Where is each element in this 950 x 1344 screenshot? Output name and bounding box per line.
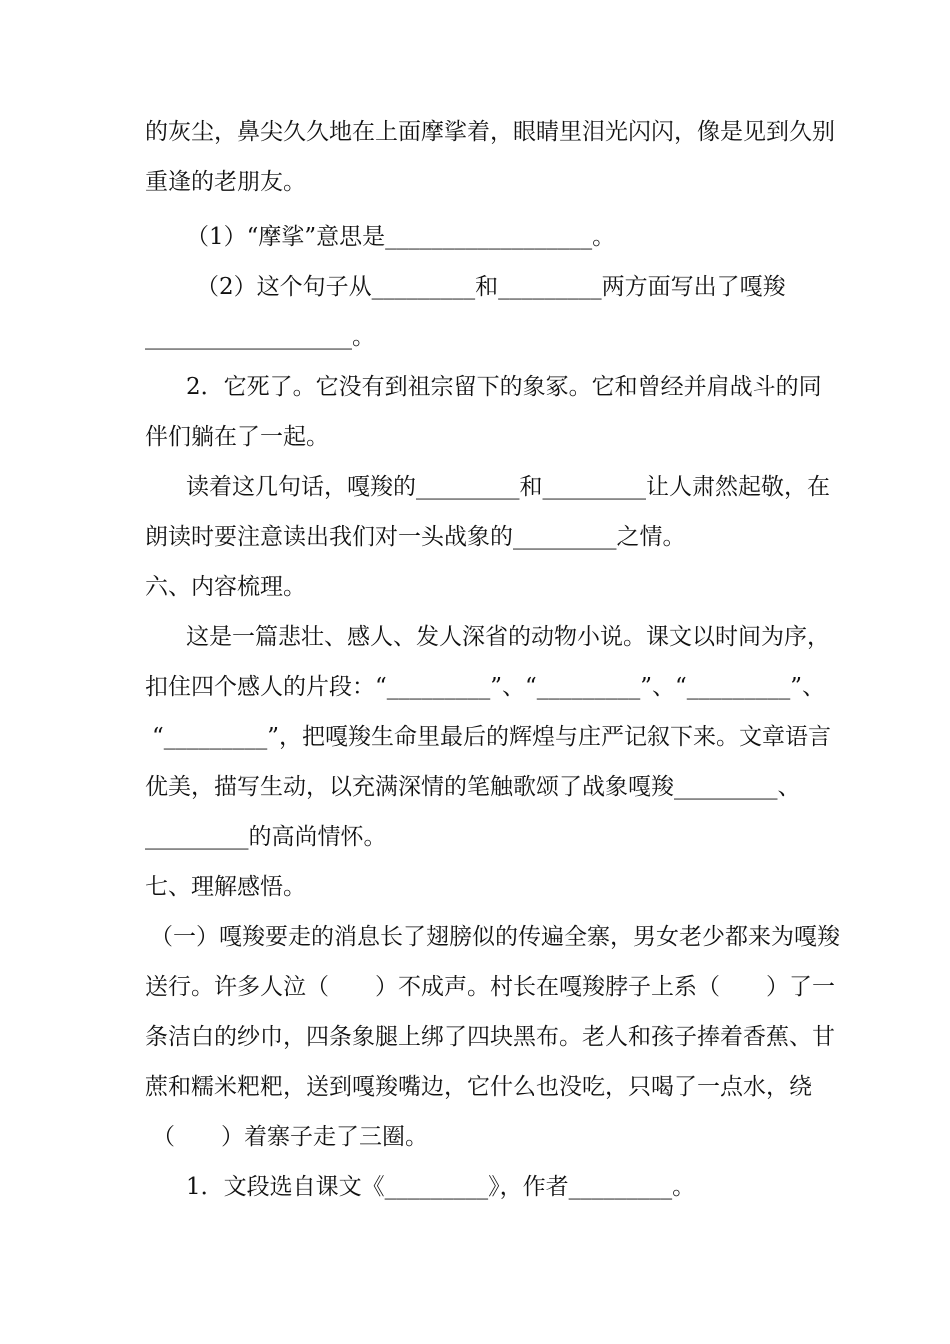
section-7-heading: 七、理解感悟。: [145, 874, 306, 900]
section-7-question-1: 1．文段选自课文《_________》，作者_________。: [186, 1174, 696, 1200]
section-7-passage-line-3: 条洁白的纱巾，四条象腿上绑了四块黑布。老人和孩子捧着香蕉、甘: [145, 1024, 835, 1050]
section-6-heading: 六、内容梳理。: [145, 574, 306, 600]
section-6-line-1: 这是一篇悲壮、感人、发人深省的动物小说。课文以时间为序，: [186, 624, 830, 650]
passage-line-2: 重逢的老朋友。: [145, 169, 306, 195]
section-7-passage-line-1: （一）嘎羧要走的消息长了翅膀似的传遍全寨，男女老少都来为嘎羧: [150, 924, 840, 950]
section-7-passage-line-2: 送行。许多人泣（ ）不成声。村长在嘎羧脖子上系（ ）了一: [145, 974, 835, 1000]
passage-line-1: 的灰尘，鼻尖久久地在上面摩挲着，眼睛里泪光闪闪，像是见到久别: [145, 119, 835, 145]
question-2-prompt: 读着这几句话，嘎羧的_________和_________让人肃然起敬，在: [186, 474, 830, 500]
section-6-line-4: 优美，描写生动，以充满深情的笔触歌颂了战象嘎羧_________、: [145, 774, 801, 800]
section-7-passage-line-4: 蔗和糯米粑粑，送到嘎羧嘴边，它什么也没吃，只喝了一点水，绕: [145, 1074, 812, 1100]
question-2-prompt-cont: 朗读时要注意读出我们对一头战象的_________之情。: [145, 524, 686, 550]
section-6-line-2: 扣住四个感人的片段：“_________”、“_________”、“_________”、: [145, 674, 826, 700]
question-2-sentence: 2．它死了。它没有到祖宗留下的象冢。它和曾经并肩战斗的同: [186, 374, 822, 400]
section-7-passage-line-5: （ ）着寨子走了三圈。: [152, 1124, 428, 1150]
section-6-line-3: “_________”，把嘎羧生命里最后的辉煌与庄严记叙下来。文章语言: [152, 724, 832, 750]
question-1-2: （2）这个句子从_________和_________两方面写出了嘎羧: [196, 274, 786, 300]
question-1-2-blank: __________________。: [145, 324, 375, 350]
section-6-line-5: _________的高尚情怀。: [145, 824, 387, 850]
question-1-1: （1）“摩挲”意思是__________________。: [186, 224, 616, 250]
question-2-sentence-cont: 伴们躺在了一起。: [145, 424, 329, 450]
